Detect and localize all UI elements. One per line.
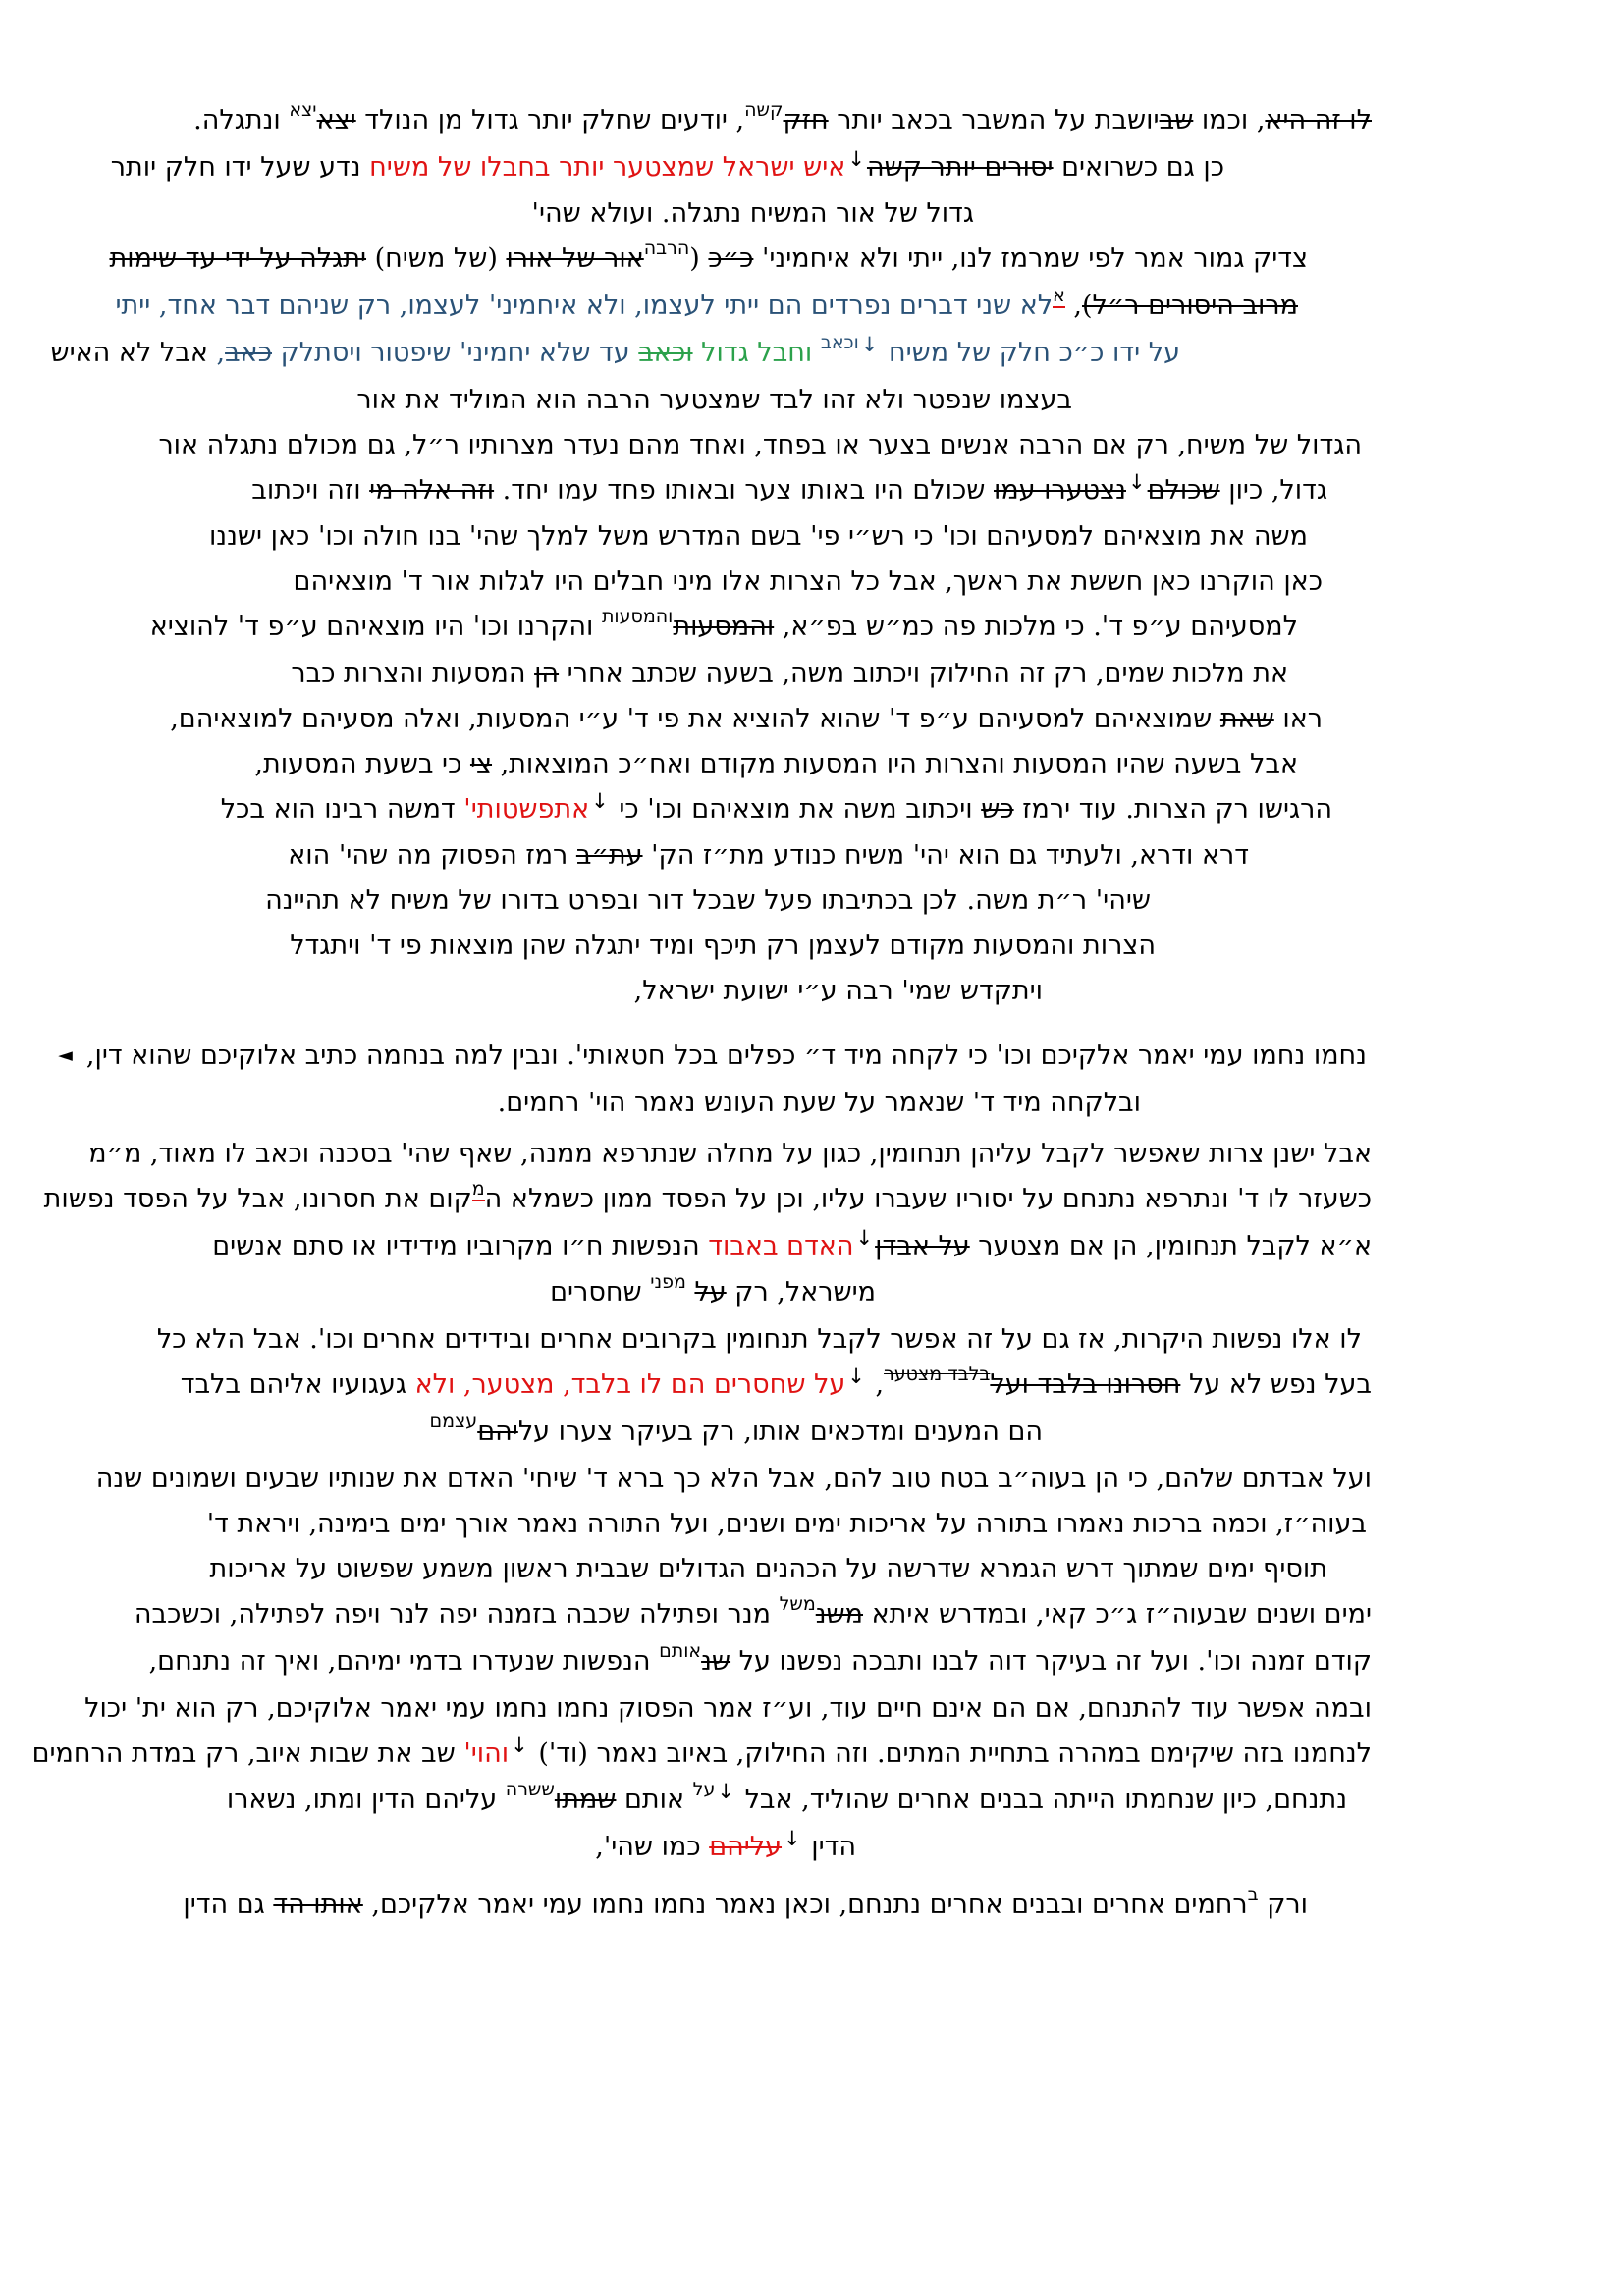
- inserted-text: והוי': [463, 1738, 510, 1769]
- body-text: נדע שעל ידו חלק יותר: [110, 152, 370, 183]
- body-text: כשעזר לו ד' ונתרפא נתנחם על יסוריו שעברו עליו, וכן על הפסד ממון כשמלא ה: [484, 1184, 1372, 1214]
- body-text: געגועיו אליהם בלבד: [180, 1369, 415, 1400]
- body-text: עליהם הדין ומתו, נשארו: [226, 1785, 506, 1815]
- deleted-text: חזק: [783, 105, 829, 135]
- deleted-text: עליהם: [709, 1832, 783, 1862]
- deleted-text: נצטערו עמו: [993, 475, 1126, 506]
- text-line: [228, 924, 1156, 969]
- text-line: [228, 1270, 876, 1317]
- text-line: [209, 1547, 1327, 1592]
- deleted-text: על אבדן: [875, 1231, 970, 1261]
- deleted-text: שכולם: [1147, 475, 1220, 506]
- body-text: גדול, כיון: [1219, 475, 1327, 506]
- inserted-text: אותם: [659, 1640, 702, 1662]
- body-text: גם הדין: [183, 1890, 274, 1920]
- body-text: ראו: [1273, 704, 1323, 734]
- deleted-text: חסרונו בלבד ועל: [990, 1369, 1181, 1400]
- inserted-text: מפני: [650, 1271, 686, 1293]
- body-text: אבל בשעה שהיו המסעות והצרות היו המסעות מקודם ואח״כ המוצאות,: [492, 749, 1298, 779]
- inserted-text: עצמם: [429, 1411, 478, 1432]
- body-text: ועל אבדתם שלהם, כי הן בעוה״ב בטח טוב להם, אבל הלא כך ברא ד' שיחי' האדם את שנותיו שבעים ושמונים שנה: [95, 1464, 1372, 1494]
- text-line: [228, 1410, 1043, 1457]
- text-line: [58, 1034, 1367, 1081]
- body-text: ויתקדש שמי' רבה ע״י ישועת ישראל,: [633, 976, 1043, 1006]
- text-line: [228, 652, 1288, 697]
- body-text: כי בשעת המסעות,: [254, 749, 470, 779]
- deleted-text: וזה אלה מי: [369, 475, 495, 506]
- text-line: [115, 284, 1298, 331]
- body-text: והקרנו וכו' היו מוצאיהם ע״פ ד' להוציא: [149, 612, 602, 642]
- text-line: [228, 560, 1323, 605]
- deleted-text: שמתו: [554, 1785, 617, 1815]
- body-text: [630, 338, 639, 368]
- paragraph-marker-icon: ◄: [58, 1044, 73, 1066]
- body-text: שחסרים: [550, 1277, 651, 1308]
- body-text: , יודעים שחלק יותר גדול מן הנולד: [355, 105, 745, 135]
- inserted-text: ששרה: [505, 1779, 555, 1800]
- text-line: [149, 605, 1298, 652]
- body-text: בעל נפש לא על: [1180, 1369, 1372, 1400]
- deleted-text: על: [694, 1277, 727, 1308]
- inserted-text: הרבה: [643, 238, 690, 259]
- body-text: ורק: [1258, 1890, 1308, 1920]
- body-text: בעוה״ז, וכמה ברכות נאמרו בתורה על אריכות ימים ושנים, ועל התורה נאמר אורך ימים בימינה, ויראת ד': [206, 1509, 1367, 1539]
- inserted-text: והמסעות: [601, 606, 674, 627]
- body-text: צדיק גמור אמר לפי שמרמז לנו, ייתי ולא איחמיני': [753, 243, 1308, 274]
- inserted-text: א: [1053, 285, 1065, 306]
- insertion-arrow-icon: ↓: [860, 333, 879, 356]
- text-line: [206, 1502, 1367, 1547]
- inserted-text: משל: [779, 1593, 816, 1615]
- insertion-arrow-icon: ↓: [511, 1734, 528, 1757]
- text-line: [180, 1362, 1372, 1410]
- text-line: [148, 1639, 1372, 1686]
- body-text: למסעיהם ע״פ ד'. כי מלכות פה כמ״ש בפ״א,: [774, 612, 1298, 642]
- text-line: [228, 1825, 856, 1871]
- body-text: כמו שהי',: [595, 1832, 710, 1862]
- insertion-arrow-icon: ↓: [847, 1364, 865, 1388]
- deleted-text: והמסעות: [673, 612, 775, 642]
- body-text: ובמה אפשר עוד להתנחם, אם הם אינם חיים עוד, וע״ז אמר הפסוק נחמו נחמו עמי יאמר אלוקיכם, רק הוא ית' יכול: [84, 1693, 1372, 1724]
- body-text: ויכתוב משה את מוצאיהם וכו' כי: [610, 794, 982, 825]
- text-line: [95, 1457, 1372, 1502]
- text-line: [43, 1177, 1372, 1224]
- body-text: המסעות והצרות כבר: [291, 659, 535, 689]
- insertion-arrow-icon: ↓: [855, 1226, 874, 1250]
- deleted-text: שאת: [1219, 704, 1274, 734]
- inserted-text: האדם באבוד: [708, 1231, 854, 1261]
- text-line: [88, 1132, 1372, 1177]
- deleted-text: צי: [469, 749, 493, 779]
- body-text: שכולם היו באותו צער ובאותו פחד עמו יחד.: [494, 475, 994, 506]
- inserted-text: ב: [1247, 1884, 1259, 1905]
- inserted-text: וחבל גדול: [692, 338, 813, 368]
- deleted-text: וכאב: [638, 338, 693, 368]
- body-text: קום את חסרונו, אבל על הפסד נפשות: [43, 1184, 472, 1214]
- body-text: וזה ויכתוב: [251, 475, 370, 506]
- text-line: [158, 423, 1362, 468]
- deleted-text: משנ: [815, 1599, 864, 1629]
- text-line: [109, 237, 1308, 284]
- text-line: [84, 1686, 1372, 1732]
- body-text: משה את מוצאיהם למסעיהם וכו' כי רש״י פי' בשם המדרש משל למלך שהי' בנו חולה וכו' כאן ישננו: [208, 521, 1308, 552]
- insertion-arrow-icon: ↓: [847, 147, 865, 171]
- text-line: [110, 145, 1224, 191]
- body-text: [812, 338, 821, 368]
- deleted-text: יצא: [316, 105, 356, 135]
- inserted-text: קשה: [744, 99, 784, 121]
- body-text: לנחמנו בזה שיקימם במהרה בתחיית המתים. וזה החילוק, באיוב נאמר (וד'): [529, 1738, 1372, 1769]
- body-text: הרגישו רק הצרות. עוד ירמז: [1013, 794, 1332, 825]
- inserted-text: איש ישראל שמצטער יותר בחבלו של משיח: [369, 152, 846, 183]
- deleted-text: שב: [1159, 105, 1194, 135]
- body-text: הם המענים ומדכאים אותו, רק בעיקר צערו על: [517, 1416, 1043, 1447]
- deleted-text: כש: [981, 794, 1014, 825]
- text-line: [228, 879, 1151, 924]
- text-line: [228, 378, 1072, 423]
- deleted-text: יסורים יותר קשה: [866, 152, 1054, 183]
- deleted-text: אותו הד: [273, 1890, 363, 1920]
- body-text: , וכמו: [1193, 105, 1266, 135]
- deleted-text: כ״כ: [708, 243, 754, 274]
- body-text: מישראל, רק: [726, 1277, 876, 1308]
- text-line: [220, 787, 1332, 833]
- text-line: [50, 331, 1180, 378]
- body-text: הצרות והמסעות מקודם לעצמן רק תיכף ומיד יתגלה שהן מוצאות פי ד' ויתגדל: [290, 931, 1156, 961]
- text-line: [31, 1732, 1372, 1778]
- deleted-text: אור של אורו: [506, 243, 644, 274]
- insertion-arrow-icon: ↓: [784, 1827, 801, 1850]
- inserted-text: אתפשטותי': [463, 794, 590, 825]
- deleted-text: בלבד מצטער: [884, 1363, 991, 1385]
- body-text: שב את שבות איוב, רק במדת הרחמים: [31, 1738, 464, 1769]
- text-line: [228, 1081, 1141, 1126]
- body-text: יושבת על המשבר בכאב יותר: [828, 105, 1160, 135]
- body-text: שמוצאיהם למסעיהם ע״פ ד' שהוא להוציא את פי ד' ע״י המסעות, ואלה מסעיהם למוצאיהם,: [170, 704, 1220, 734]
- body-text: כן גם כשרואים: [1053, 152, 1224, 183]
- text-line: [208, 514, 1308, 560]
- insertion-arrow-icon: ↓: [717, 1780, 734, 1803]
- body-text: כאן הוקרנו כאן חששת את ראשך, אבל כל הצרות אלו מיני חבלים היו לגלות אור ד' מוצאיהם: [293, 566, 1323, 597]
- body-text: נתנחם, כיון שנחמתו הייתה בבנים אחרים שהוליד, אבל: [735, 1785, 1347, 1815]
- body-text: ימים ושנים שבעוה״ז ג״כ קאי, ובמדרש איתא: [863, 1599, 1372, 1629]
- body-text: ,: [1064, 291, 1083, 321]
- body-text: דמשה רבינו הוא בכל: [220, 794, 464, 825]
- body-text: רמז הפסוק מה שהי' הוא: [288, 840, 576, 871]
- deleted-text: כאב: [225, 338, 272, 368]
- text-line: [228, 468, 1327, 514]
- body-text: הדין: [802, 1832, 856, 1862]
- body-text: מנר ופתילה שכבה בזמנה יפה לנר ויפה לפתילה, וכשכבה: [134, 1599, 780, 1629]
- body-text: בעצמו שנפטר ולא זהו לבד שמצטער הרבה הוא המוליד את אור: [356, 385, 1072, 415]
- inserted-text: יצא: [289, 99, 317, 121]
- text-line: [228, 833, 1249, 879]
- body-text: (: [689, 243, 709, 274]
- inserted-text: על: [692, 1779, 716, 1800]
- body-text: א״א לקבל תנחומין, הן אם מצטער: [969, 1231, 1372, 1261]
- text-line: [228, 742, 1298, 787]
- body-text: ובלקחה מיד ד' שנאמר על שעת העונש נאמר הוי' רחמים.: [497, 1088, 1141, 1118]
- body-text: לו אלו נפשות היקרות, אז גם על זה אפשר לקבל תנחומין בקרובים אחרים ובידידים אחרים וכו'. אבל הלא כל: [156, 1324, 1362, 1355]
- deleted-text: יתגלה על ידי עד שימות: [109, 243, 367, 274]
- body-text: נחמו נחמו עמי יאמר אלקיכם וכו' כי לקחה מיד ד״ כפלים בכל חטאותי'. ונבין למה בנחמה כתיב אלוקיכם שהוא דין,: [85, 1041, 1367, 1071]
- inserted-text: וכאב: [820, 332, 859, 353]
- inserted-text: על ידו כ״כ חלק של משיח: [880, 338, 1180, 368]
- text-line: [134, 1592, 1372, 1639]
- body-text: אבל לא האיש: [50, 338, 208, 368]
- body-text: תוסיף ימים שמתוך דרש הגמרא שדרשה על הכהנים הגדולים שבבית ראשון משמע שפשוט על אריכות: [209, 1554, 1327, 1584]
- body-text: (של משיח): [366, 243, 507, 274]
- inserted-text: עד שלא יחמיני' שיפטור ויסתלק: [271, 338, 630, 368]
- body-text: ,: [866, 1369, 885, 1400]
- deleted-text: מרוב היסורים ר״ל): [1082, 291, 1298, 321]
- deleted-text: עת״ב: [575, 840, 643, 871]
- body-text: שיהי' ר״ת משה. לכן בכתיבתו פעל שבכל דור ובפרט בדורו של משיח לא תהיינה: [265, 885, 1151, 916]
- inserted-text: לא שני דברים נפרדים הם ייתי לעצמו, ולא איחמיני' לעצמו, רק שניהם דבר אחד, ייתי: [115, 291, 1054, 321]
- body-text: הנפשות ח״ו מקרוביו מידידיו או סתם אנשים: [212, 1231, 709, 1261]
- text-line: [228, 1778, 1347, 1825]
- body-text: הגדול של משיח, רק אם הרבה אנשים בצער או בפחד, ואחד מהם נעדר מצרותיו ר״ל, גם מכולם נתגלה אור: [158, 430, 1362, 460]
- body-text: קודם זמנה וכו'. ועל זה בעיקר דוה לבנו ותבכה נפשנו על: [730, 1646, 1372, 1677]
- body-text: גדול של אור המשיח נתגלה. ועולא שהי': [531, 198, 974, 229]
- body-text: ונתגלה.: [193, 105, 290, 135]
- body-text: אותם: [616, 1785, 693, 1815]
- inserted-text: על שחסרים הם לו בלבד, מצטער, ולא: [414, 1369, 846, 1400]
- deleted-text: הן: [534, 659, 560, 689]
- text-line: [228, 191, 974, 237]
- body-text: אבל ישנן צרות שאפשר לקבל עליהן תנחומין, כגון על מחלה שנתרפא ממנה, שאף שהי' בסכנה וכאב לו מאוד, מ״מ: [88, 1139, 1372, 1169]
- text-line: [228, 969, 1043, 1014]
- inserted-text: מ: [471, 1178, 485, 1200]
- body-text: הנפשות שנעדרו בדמי ימיהם, ואיך זה נתנחם,: [148, 1646, 660, 1677]
- body-text: דרא ודרא, ולעתיד גם הוא יהי' משיח כנודע מת״ז הק': [642, 840, 1249, 871]
- text-line: [156, 1317, 1362, 1362]
- body-text: את מלכות שמים, רק זה החילוק ויכתוב משה, בשעה שכתב אחרי: [559, 659, 1288, 689]
- inserted-text: ,: [207, 338, 226, 368]
- insertion-arrow-icon: ↓: [1128, 470, 1146, 494]
- insertion-arrow-icon: ↓: [591, 789, 609, 813]
- text-line: [183, 1883, 1308, 1930]
- document-lines: [31, 98, 1372, 1930]
- body-text: רחמים אחרים ובבנים אחרים נתנחם, וכאן נאמר נחמו נחמו עמי יאמר אלקיכם,: [362, 1890, 1248, 1920]
- text-line: [212, 1224, 1372, 1270]
- deleted-text: יהם: [477, 1416, 518, 1447]
- deleted-text: שנ: [701, 1646, 731, 1677]
- text-line: [170, 697, 1323, 742]
- text-line: [193, 98, 1372, 145]
- deleted-text: לו זה היא: [1265, 105, 1372, 135]
